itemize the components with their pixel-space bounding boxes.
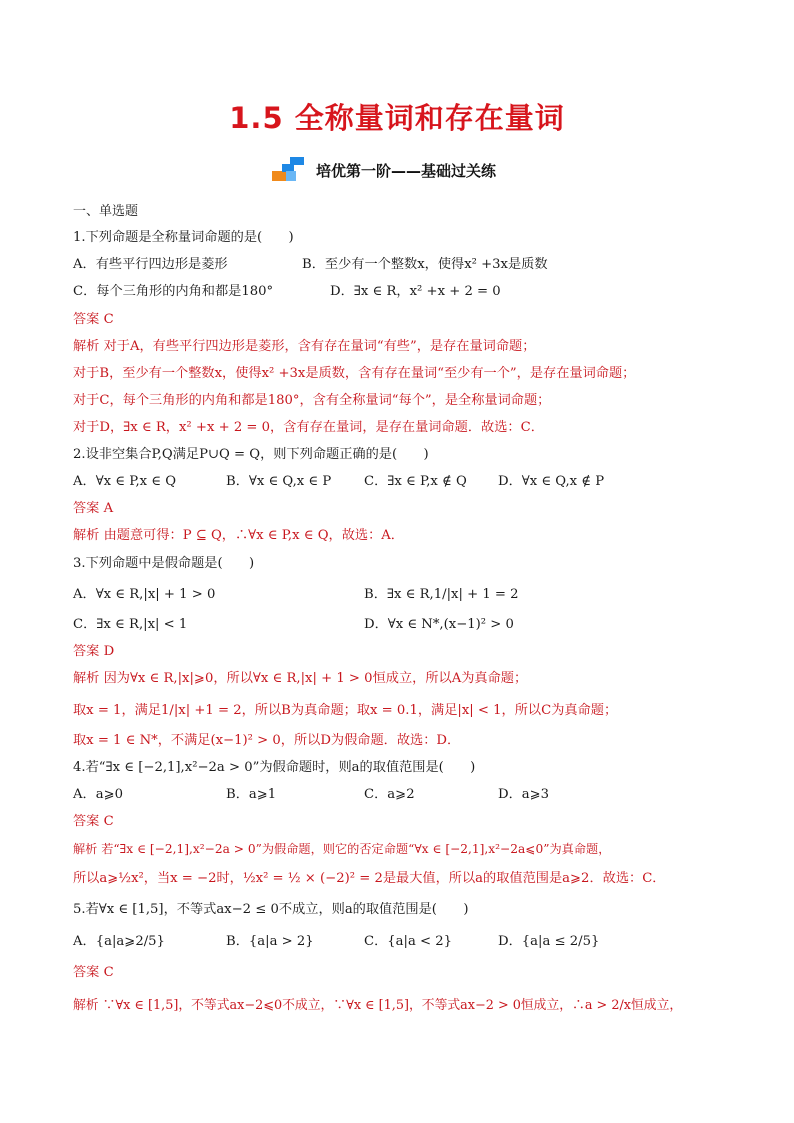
q1-option-b: B．至少有一个整数x，使得x² +3x是质数 <box>302 257 548 272</box>
q5-answer: 答案 C <box>73 965 114 980</box>
subtitle-text: 培优第一阶——基础过关练 <box>316 161 497 180</box>
question-4-stem: 4.若“∃x ∈ [−2,1],x²−2a > 0”为假命题时，则a的取值范围是( ) <box>73 760 476 775</box>
q3-analysis-1: 解析 因为∀x ∈ R,|x|⩾0，所以∀x ∈ R,|x| + 1 > 0恒成立，所以A为真命题； <box>73 671 528 686</box>
q5-option-a: A．{a|a⩾2/5} <box>73 934 165 949</box>
q5-option-b: B．{a|a > 2} <box>226 934 314 949</box>
page-title: 1.5 全称量词和存在量词 <box>229 101 565 135</box>
q1-analysis-1: 解析 对于A，有些平行四边形是菱形，含有存在量词“有些”，是存在量词命题； <box>73 339 536 354</box>
q5-option-c: C．{a|a < 2} <box>364 934 453 949</box>
q1-analysis-4: 对于D，∃x ∈ R，x² +x + 2 = 0，含有存在量词，是存在量词命题．故选：C． <box>73 420 544 435</box>
section-heading: 一、单选题 <box>73 204 139 219</box>
q1-option-c: C．每个三角形的内角和都是180° <box>73 284 274 299</box>
q2-option-d: D．∀x ∈ Q,x ∉ P <box>498 474 605 489</box>
q3-answer: 答案 D <box>73 644 115 659</box>
q3-analysis-3: 取x = 1 ∈ N*，不满足(x−1)² > 0，所以D为假命题．故选：D． <box>73 733 461 748</box>
q5-option-d: D．{a|a ≤ 2/5} <box>498 934 600 949</box>
q1-option-d: D．∃x ∈ R，x² +x + 2 = 0 <box>330 284 501 299</box>
q2-option-c: C．∃x ∈ P,x ∉ Q <box>364 474 467 489</box>
q4-option-b: B．a⩾1 <box>226 787 277 802</box>
question-5-stem: 5.若∀x ∈ [1,5]，不等式ax−2 ≤ 0不成立，则a的取值范围是( ) <box>73 902 469 917</box>
q4-option-d: D．a⩾3 <box>498 787 550 802</box>
q4-analysis-1: 解析 若“∃x ∈ [−2,1],x²−2a > 0”为假命题，则它的否定命题“∀x ∈ [−2,1],x²−2a⩽0”为真命题， <box>73 842 611 856</box>
q2-option-b: B．∀x ∈ Q,x ∈ P <box>226 474 332 489</box>
q2-answer: 答案 A <box>73 501 114 516</box>
q4-option-a: A．a⩾0 <box>73 787 124 802</box>
q5-analysis-1: 解析 ∵∀x ∈ [1,5]，不等式ax−2⩽0不成立，∵∀x ∈ [1,5]，不等式ax−2 > 0恒成立，∴a > 2/x恒成立， <box>73 998 683 1013</box>
q1-analysis-3: 对于C，每个三角形的内角和都是180°，含有全称量词“每个”，是全称量词命题； <box>73 393 551 408</box>
q4-answer: 答案 C <box>73 814 114 829</box>
question-2-stem: 2.设非空集合P,Q满足P∪Q = Q，则下列命题正确的是( ) <box>73 447 429 462</box>
q4-option-c: C．a⩾2 <box>364 787 415 802</box>
q4-analysis-2: 所以a⩾½x²，当x = −2时，½x² = ½ × (−2)² = 2是最大值，所以a的取值范围是a⩾2．故选：C． <box>73 871 666 886</box>
q3-option-c: C．∃x ∈ R,|x| < 1 <box>73 617 188 632</box>
question-3-stem: 3.下列命题中是假命题是( ) <box>73 556 255 571</box>
stair-logo-icon <box>272 155 308 185</box>
q1-analysis-2: 对于B，至少有一个整数x，使得x² +3x是质数，含有存在量词“至少有一个”，是存在量词命题； <box>73 366 636 381</box>
subtitle-banner <box>272 153 496 187</box>
question-1-stem: 1.下列命题是全称量词命题的是( ) <box>73 230 294 245</box>
q1-option-a: A．有些平行四边形是菱形 <box>73 257 228 272</box>
q3-option-b: B．∃x ∈ R,1/|x| + 1 = 2 <box>364 587 519 602</box>
q1-answer: 答案 C <box>73 312 114 327</box>
q3-option-a: A．∀x ∈ R,|x| + 1 > 0 <box>73 587 216 602</box>
q2-option-a: A．∀x ∈ P,x ∈ Q <box>73 474 177 489</box>
q3-analysis-2: 取x = 1，满足1/|x| +1 = 2，所以B为真命题；取x = 0.1，满足|x| < 1，所以C为真命题； <box>73 703 618 718</box>
q2-analysis-1: 解析 由题意可得：P ⊆ Q，∴∀x ∈ P,x ∈ Q，故选：A． <box>73 528 404 543</box>
q3-option-d: D．∀x ∈ N*,(x−1)² > 0 <box>364 617 514 632</box>
